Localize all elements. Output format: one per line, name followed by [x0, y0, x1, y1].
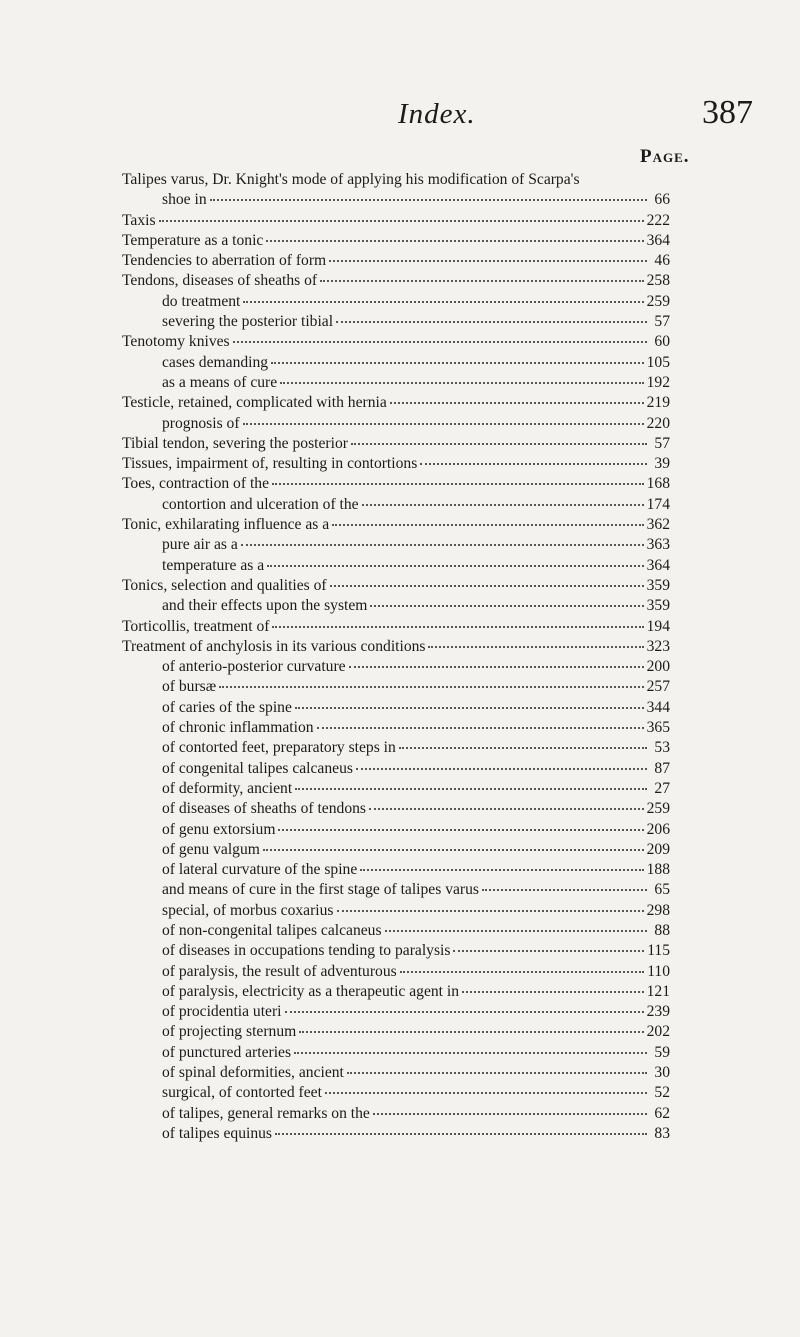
index-entry: [122, 921, 670, 941]
index-entry: [122, 495, 670, 515]
entry-text: shoe in: [162, 191, 207, 209]
dot-leader: [385, 930, 647, 932]
index-entry: [122, 962, 670, 982]
running-header: [0, 94, 800, 138]
entry-text: of punctured arteries: [162, 1043, 292, 1061]
entry-page-number: 259: [646, 292, 670, 310]
index-entry: [122, 535, 670, 555]
dot-leader: [263, 849, 644, 851]
index-entry: [122, 860, 670, 880]
entry-page-number: 121: [646, 982, 670, 1000]
index-entry: [122, 170, 670, 190]
dot-leader: [266, 240, 643, 242]
index-entry: [122, 353, 670, 373]
entry-text: of procidentia uteri: [162, 1003, 282, 1021]
entry-text: of anterio-posterior curvature: [162, 658, 346, 676]
index-entries: [122, 170, 670, 1144]
entry-text: of genu valgum: [162, 840, 260, 858]
index-entry: [122, 211, 670, 231]
entry-page-number: 27: [654, 779, 670, 797]
entry-text: Tendencies to aberration of form: [122, 252, 327, 270]
entry-text: prognosis of: [162, 414, 240, 432]
index-entry: [122, 1124, 670, 1144]
dot-leader: [329, 260, 647, 262]
entry-text: contortion and ulceration of the: [162, 495, 359, 513]
dot-leader: [356, 768, 647, 770]
entry-page-number: 188: [646, 861, 670, 879]
index-entry: [122, 454, 670, 474]
index-entry: [122, 941, 670, 961]
header-title: Index.: [398, 98, 476, 130]
entry-page-number: 105: [646, 353, 670, 371]
index-entry: [122, 312, 670, 332]
dot-leader: [294, 1052, 647, 1054]
dot-leader: [271, 362, 644, 364]
dot-leader: [280, 382, 643, 384]
entry-page-number: 298: [646, 901, 670, 919]
index-entry: [122, 677, 670, 697]
dot-leader: [332, 524, 643, 526]
entry-text: of talipes, general remarks on the: [162, 1104, 370, 1122]
entry-page-number: 39: [654, 455, 670, 473]
dot-leader: [428, 646, 643, 648]
entry-page-number: 206: [646, 820, 670, 838]
entry-text: Temperature as a tonic: [122, 231, 264, 249]
entry-page-number: 364: [646, 556, 670, 574]
entry-page-number: 362: [646, 516, 670, 534]
dot-leader: [295, 788, 647, 790]
dot-leader: [337, 910, 644, 912]
entry-text: Treatment of anchylosis in its various conditions: [122, 637, 426, 655]
index-entry: [122, 373, 670, 393]
index-entry: [122, 779, 670, 799]
index-entry: [122, 231, 670, 251]
index-entry: [122, 474, 670, 494]
index-entry: [122, 718, 670, 738]
index-entry: [122, 1063, 670, 1083]
entry-text: do treatment: [162, 292, 241, 310]
index-entry: [122, 393, 670, 413]
entry-text: of caries of the spine: [162, 698, 292, 716]
entry-text: of diseases of sheaths of tendons: [162, 800, 366, 818]
index-entry: [122, 657, 670, 677]
entry-text: Talipes varus, Dr. Knight's mode of applying his modification of Scarpa's: [122, 171, 580, 188]
entry-text: of projecting sternum: [162, 1023, 297, 1041]
entry-text: Tenotomy knives: [122, 333, 230, 351]
entry-text: of deformity, ancient: [162, 779, 293, 797]
entry-page-number: 323: [646, 637, 670, 655]
index-entry: [122, 332, 670, 352]
entry-text: of chronic inflammation: [162, 719, 314, 737]
dot-leader: [336, 321, 647, 323]
index-entry: [122, 1104, 670, 1124]
dot-leader: [267, 565, 643, 567]
dot-leader: [482, 889, 647, 891]
index-entry: [122, 1022, 670, 1042]
index-entry: [122, 1002, 670, 1022]
dot-leader: [210, 199, 647, 201]
entry-page-number: 57: [654, 313, 670, 331]
dot-leader: [159, 220, 644, 222]
index-entry: [122, 799, 670, 819]
index-entry: [122, 738, 670, 758]
dot-leader: [420, 463, 647, 465]
index-entry: [122, 1043, 670, 1063]
dot-leader: [347, 1072, 647, 1074]
dot-leader: [400, 971, 644, 973]
entry-text: as a means of cure: [162, 373, 278, 391]
dot-leader: [349, 666, 644, 668]
entry-text: of genu extorsium: [162, 820, 276, 838]
dot-leader: [299, 1031, 643, 1033]
entry-text: and their effects upon the system: [162, 597, 368, 615]
dot-leader: [275, 1133, 647, 1135]
entry-page-number: 115: [647, 942, 670, 960]
entry-text: of paralysis, the result of adventurous: [162, 962, 397, 980]
entry-page-number: 59: [654, 1043, 670, 1061]
entry-text: surgical, of contorted feet: [162, 1084, 322, 1102]
entry-page-number: 110: [647, 962, 670, 980]
index-entry: [122, 556, 670, 576]
index-entry: [122, 515, 670, 535]
entry-text: pure air as a: [162, 536, 238, 554]
dot-leader: [243, 301, 643, 303]
index-entry: [122, 190, 670, 210]
dot-leader: [325, 1092, 647, 1094]
entry-text: temperature as a: [162, 556, 265, 574]
dot-leader: [370, 605, 643, 607]
entry-page-number: 57: [654, 434, 670, 452]
entry-text: of diseases in occupations tending to paralysis: [162, 942, 451, 960]
index-entry: [122, 292, 670, 312]
dot-leader: [272, 626, 643, 628]
entry-text: Testicle, retained, complicated with hernia: [122, 394, 387, 412]
index-entry: [122, 698, 670, 718]
dot-leader: [295, 707, 644, 709]
entry-page-number: 83: [654, 1124, 670, 1142]
index-entry: [122, 576, 670, 596]
entry-page-number: 87: [654, 759, 670, 777]
index-entry: [122, 759, 670, 779]
entry-page-number: 200: [646, 658, 670, 676]
entry-page-number: 30: [654, 1064, 670, 1082]
dot-leader: [278, 829, 643, 831]
entry-page-number: 62: [654, 1104, 670, 1122]
dot-leader: [320, 280, 644, 282]
dot-leader: [351, 443, 647, 445]
entry-text: Toes, contraction of the: [122, 475, 269, 493]
entry-page-number: 53: [654, 739, 670, 757]
entry-text: Tissues, impairment of, resulting in contortions: [122, 455, 418, 473]
entry-page-number: 363: [646, 536, 670, 554]
entry-page-number: 364: [646, 231, 670, 249]
index-entry: [122, 880, 670, 900]
dot-leader: [360, 869, 643, 871]
dot-leader: [272, 483, 644, 485]
entry-text: severing the posterior tibial: [162, 313, 334, 331]
entry-page-number: 60: [654, 333, 670, 351]
index-entry: [122, 251, 670, 271]
entry-page-number: 52: [654, 1084, 670, 1102]
dot-leader: [399, 747, 647, 749]
entry-page-number: 202: [646, 1023, 670, 1041]
entry-page-number: 168: [646, 475, 670, 493]
entry-text: special, of morbus coxarius: [162, 901, 334, 919]
entry-text: of non-congenital talipes calcaneus: [162, 921, 382, 939]
entry-page-number: 174: [646, 495, 670, 513]
entry-page-number: 344: [646, 698, 670, 716]
dot-leader: [233, 341, 647, 343]
entry-text: Tonic, exhilarating influence as a: [122, 516, 330, 534]
entry-text: cases demanding: [162, 353, 269, 371]
index-entry: [122, 271, 670, 291]
header-page-number: 387: [702, 94, 753, 131]
dot-leader: [462, 991, 644, 993]
index-entry: [122, 434, 670, 454]
entry-text: of paralysis, electricity as a therapeutic agent in: [162, 982, 460, 1000]
page-column-heading: Page.: [640, 146, 690, 167]
dot-leader: [369, 808, 644, 810]
dot-leader: [390, 402, 644, 404]
entry-text: of congenital talipes calcaneus: [162, 759, 353, 777]
entry-page-number: 194: [646, 617, 670, 635]
entry-page-number: 259: [646, 800, 670, 818]
entry-text: Tendons, diseases of sheaths of: [122, 272, 318, 290]
entry-text: Tonics, selection and qualities of: [122, 576, 327, 594]
entry-page-number: 192: [646, 373, 670, 391]
entry-text: and means of cure in the first stage of talipes varus: [162, 881, 479, 899]
entry-page-number: 257: [646, 678, 670, 696]
entry-page-number: 209: [646, 840, 670, 858]
entry-text: of talipes equinus: [162, 1124, 273, 1142]
index-entry: [122, 982, 670, 1002]
entry-page-number: 359: [646, 597, 670, 615]
entry-text: Taxis: [122, 211, 156, 229]
entry-page-number: 258: [646, 272, 670, 290]
dot-leader: [373, 1113, 647, 1115]
index-entry: [122, 637, 670, 657]
entry-text: of spinal deformities, ancient: [162, 1064, 344, 1082]
dot-leader: [285, 1011, 644, 1013]
entry-text: Torticollis, treatment of: [122, 617, 270, 635]
index-entry: [122, 840, 670, 860]
index-entry: [122, 1083, 670, 1103]
entry-page-number: 239: [646, 1003, 670, 1021]
entry-text: Tibial tendon, severing the posterior: [122, 434, 348, 452]
entry-text: of bursæ: [162, 678, 217, 696]
index-entry: [122, 820, 670, 840]
entry-text: of contorted feet, preparatory steps in: [162, 739, 396, 757]
index-entry: [122, 617, 670, 637]
dot-leader: [362, 504, 644, 506]
index-entry: [122, 596, 670, 616]
entry-page-number: 88: [654, 921, 670, 939]
entry-page-number: 220: [646, 414, 670, 432]
index-entry: [122, 901, 670, 921]
index-entry: [122, 414, 670, 434]
dot-leader: [453, 950, 644, 952]
entry-page-number: 222: [646, 211, 670, 229]
entry-page-number: 219: [646, 394, 670, 412]
entry-page-number: 365: [646, 719, 670, 737]
dot-leader: [317, 727, 644, 729]
dot-leader: [243, 423, 644, 425]
entry-page-number: 359: [646, 576, 670, 594]
dot-leader: [219, 686, 643, 688]
dot-leader: [330, 585, 644, 587]
entry-page-number: 65: [654, 881, 670, 899]
dot-leader: [241, 544, 644, 546]
entry-page-number: 46: [654, 252, 670, 270]
entry-page-number: 66: [654, 191, 670, 209]
entry-text: of lateral curvature of the spine: [162, 861, 358, 879]
